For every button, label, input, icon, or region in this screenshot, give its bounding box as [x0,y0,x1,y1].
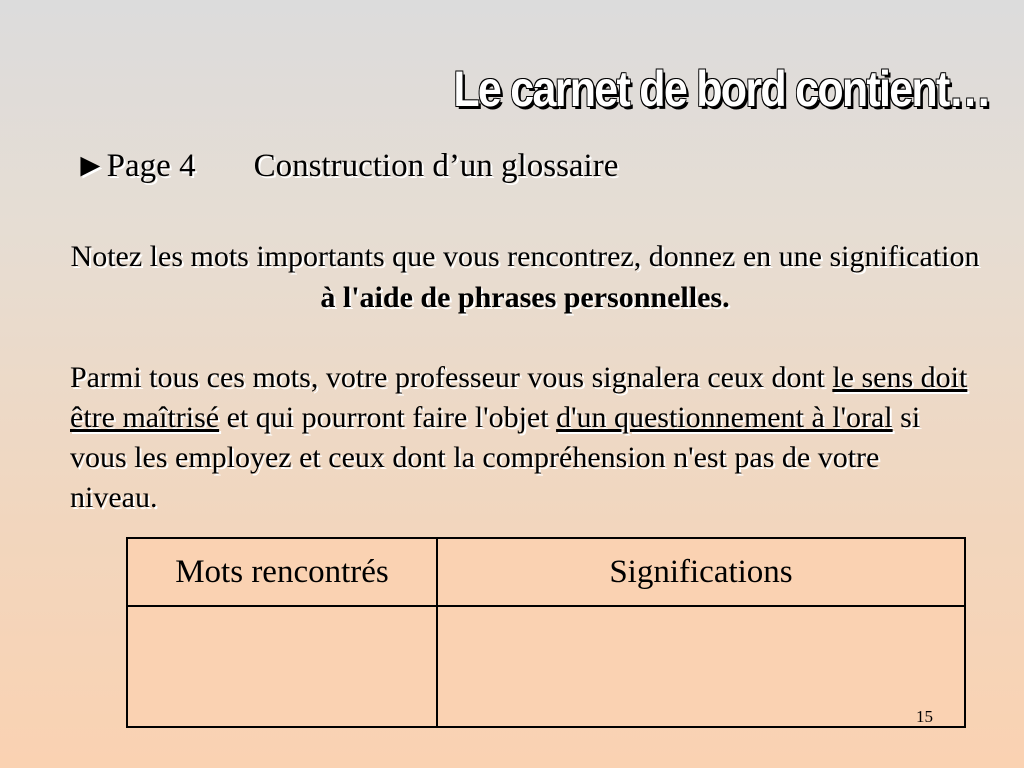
header-significations: Significations [437,538,965,606]
table-cell-signification [437,606,965,727]
teacher-note-paragraph [70,358,970,518]
page-number: 15 [916,707,933,726]
table-header-row [127,538,965,606]
table-cell-mot [127,606,437,727]
glossary-table [126,537,966,728]
note-text-1: Parmi tous ces mots, votre professeur vous signalera ceux dont [70,361,833,394]
bullet-icon: ► [74,148,107,184]
instruction-emphasis: à l'aide de phrases personnelles. [320,281,730,314]
table-row [127,606,965,727]
subtitle-section: Construction d’un glossaire [253,148,619,184]
instruction-text: Notez les mots importants que vous rencontrez, donnez en une signification [70,240,980,273]
note-text-3: si vous les employez et ceux dont la compréhension n'est pas de votre niveau. [70,401,921,514]
note-underline-2: d'un questionnement à l'oral [556,401,893,434]
subtitle-line [74,148,618,185]
note-text-2: et qui pourront faire l'objet [219,401,557,434]
instruction-paragraph [70,236,980,318]
header-mots: Mots rencontrés [127,538,437,606]
note-underline-1: le sens doit être maîtrisé [70,361,968,434]
slide-title: Le carnet de bord contient… [453,61,990,117]
subtitle-page: Page 4 [106,148,196,184]
